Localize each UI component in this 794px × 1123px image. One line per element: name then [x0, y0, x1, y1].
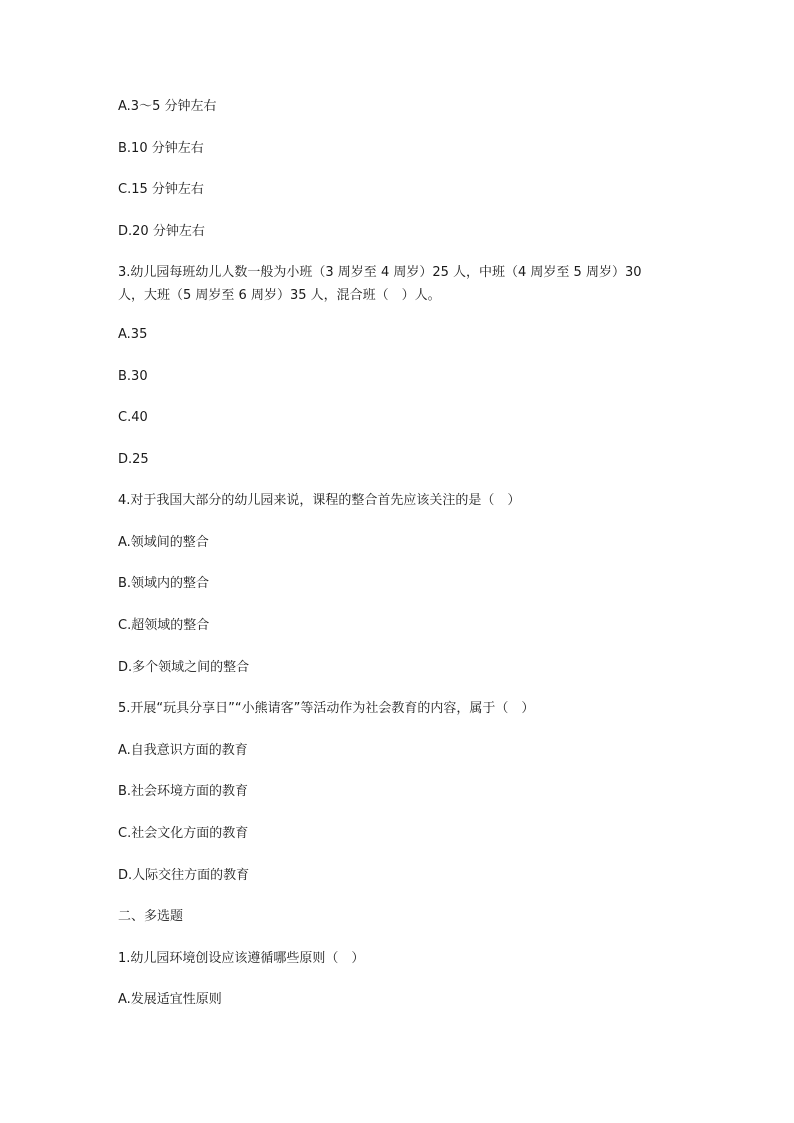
- q4-option-b: B.领域内的整合: [118, 576, 210, 591]
- q5-option-c: C.社会文化方面的教育: [118, 826, 249, 841]
- q2-option-d: D.20 分钟左右: [118, 224, 205, 239]
- q3-option-c: C.40: [118, 410, 148, 425]
- q2-option-c: C.15 分钟左右: [118, 182, 204, 197]
- q4-stem: 4.对于我国大部分的幼儿园来说，课程的整合首先应该关注的是（ ）: [118, 493, 521, 508]
- q2-option-a: A.3～5 分钟左右: [118, 99, 217, 114]
- q3-option-b: B.30: [118, 369, 148, 384]
- q3-option-a: A.35: [118, 327, 148, 342]
- mq1-option-a: A.发展适宜性原则: [118, 992, 222, 1007]
- q5-option-a: A.自我意识方面的教育: [118, 743, 248, 758]
- q5-stem: 5.开展“玩具分享日”“小熊请客”等活动作为社会教育的内容，属于（ ）: [118, 701, 535, 716]
- q4-option-c: C.超领域的整合: [118, 618, 210, 633]
- mq1-stem: 1.幼儿园环境创设应该遵循哪些原则（ ）: [118, 951, 365, 966]
- q4-option-a: A.领域间的整合: [118, 535, 209, 550]
- q3-stem-line1: 3.幼儿园每班幼儿人数一般为小班（3 周岁至 4 周岁）25 人，中班（4 周岁至 5 周岁）30: [118, 265, 642, 280]
- q3-option-d: D.25: [118, 452, 149, 467]
- q4-option-d: D.多个领域之间的整合: [118, 660, 250, 675]
- q5-option-b: B.社会环境方面的教育: [118, 784, 249, 799]
- q3-stem-line2: 人，大班（5 周岁至 6 周岁）35 人，混合班（ ）人。: [118, 288, 441, 303]
- section-title-multiple-choice: 二、多选题: [118, 909, 184, 924]
- q2-option-b: B.10 分钟左右: [118, 141, 204, 156]
- q5-option-d: D.人际交往方面的教育: [118, 868, 250, 883]
